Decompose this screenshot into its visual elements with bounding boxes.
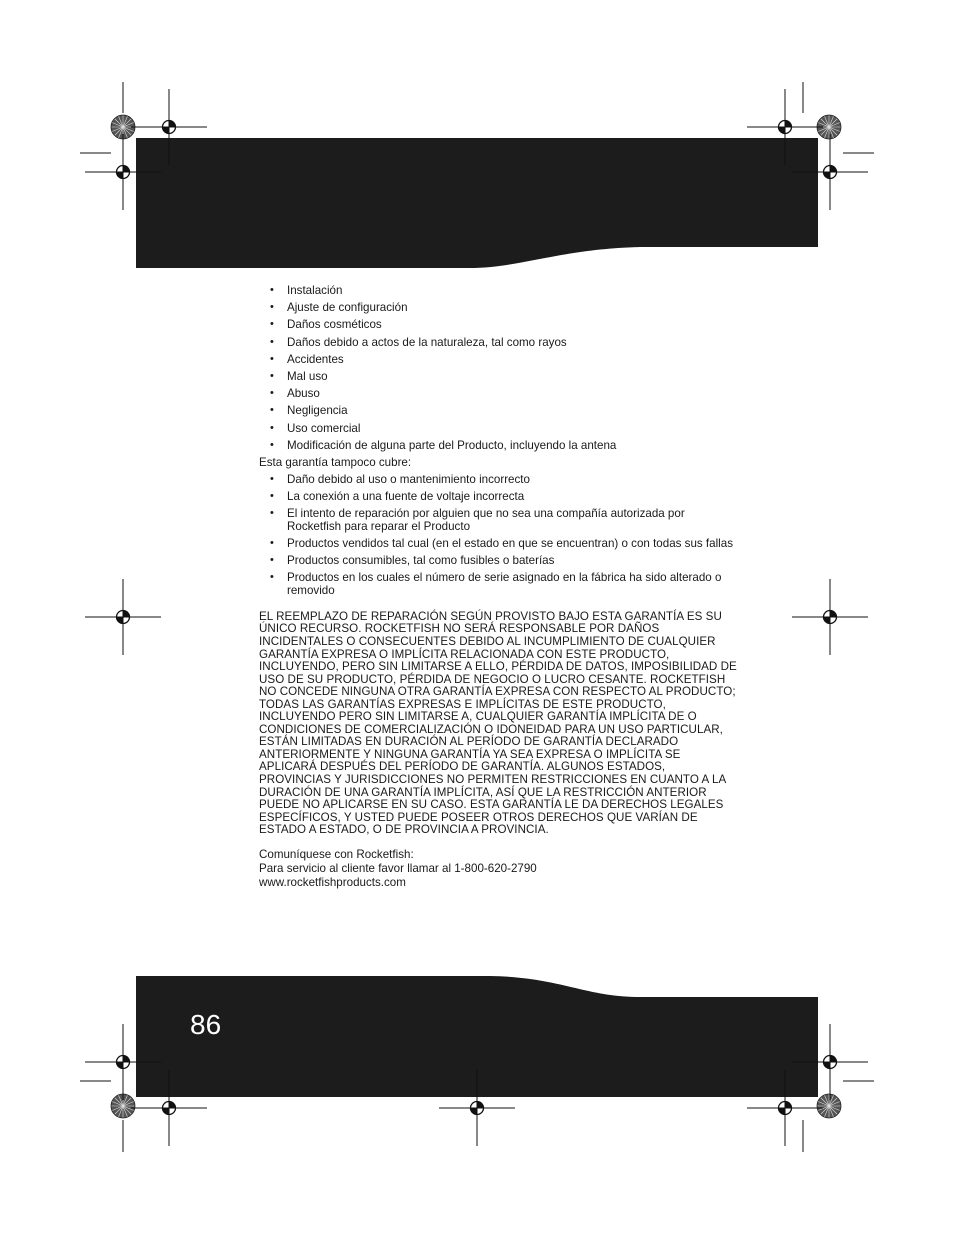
contact-info xyxy=(259,848,737,890)
list-item: • Daño debido al uso o mantenimiento incorrecto xyxy=(259,473,737,486)
color-bar-icon xyxy=(817,1094,841,1118)
contact-heading: Comuníquese con Rocketfish: xyxy=(259,848,414,862)
page-number: 86 xyxy=(190,1009,222,1040)
list-item: • El intento de reparación por alguien que no sea una compañía autorizada por Rocketfish para reparar el Producto xyxy=(259,507,737,533)
list-item: • Productos en los cuales el número de serie asignado en la fábrica ha sido alterado o removido xyxy=(259,571,737,597)
list-item: • Mal uso xyxy=(259,370,737,383)
list-item: • Abuso xyxy=(259,387,737,400)
list-item: • Daños cosméticos xyxy=(259,318,737,331)
list-item: • Ajuste de configuración xyxy=(259,301,737,314)
list-item: • Modificación de alguna parte del Producto, incluyendo la antena xyxy=(259,439,737,452)
contact-website: www.rocketfishproducts.com xyxy=(259,876,406,890)
list-item: • Accidentes xyxy=(259,353,737,366)
warranty-exclusions-content xyxy=(259,284,737,890)
list-item: • Productos vendidos tal cual (en el estado en que se encuentran) o con todas sus fallas xyxy=(259,537,737,550)
contact-phone: Para servicio al cliente favor llamar al 1-800-620-2790 xyxy=(259,862,537,876)
registration-mark-icon xyxy=(85,579,161,655)
exclusions-intro: Esta garantía tampoco cubre: xyxy=(259,455,412,469)
list-item: • Daños debido a actos de la naturaleza, tal como rayos xyxy=(259,336,737,349)
exclusions-list-secondary xyxy=(259,473,737,597)
list-item: • La conexión a una fuente de voltaje incorrecta xyxy=(259,490,737,503)
exclusions-list-primary xyxy=(259,284,737,452)
legal-disclaimer: EL REEMPLAZO DE REPARACIÓN SEGÚN PROVISTO BAJO ESTA GARANTÍA ES SU ÚNICO RECURSO. ROCKETFISH NO SERÁ RESPONSABLE POR DAÑOS INCIDENTALES O CONSECUENTES DEBIDO AL INCUMPLIMIENTO DE CUALQUIER GARANTÍA EXPRESA O IMPLÍCITA RELACIONADA CON ESTE PRODUCTO, INCLUYENDO, PERO SIN LIMITARSE A ELLO, PÉRDIDA DE DATOS, IMPOSIBILIDAD DE USO DE SU PRODUCTO, PÉRDIDA DE NEGOCIO O LUCRO CESANTE. ROCKETFISH NO CONCEDE NINGUNA OTRA GARANTÍA EXPRESA CON RESPECTO AL PRODUCTO; TODAS LAS GARANTÍAS EXPRESAS E IMPLÍCITAS DE ESTE PRODUCTO, INCLUYENDO PERO SIN LIMITARSE A, CUALQUIER GARANTÍA IMPLÍCITA DE O CONDICIONES DE COMERCIALIZACIÓN O IDONEIDAD PARA UN USO PARTICULAR, ESTÁN LIMITADAS EN DURACIÓN AL PERÍODO DE GARANTÍA DECLARADO ANTERIORMENTE Y NINGUNA GARANTÍA YA SEA EXPRESA O IMPLÍCITA SE APLICARÁ DESPUÉS DEL PERÍODO DE GARANTÍA. ALGUNOS ESTADOS, PROVINCIAS Y JURISDICCIONES NO PERMITEN RESTRICCIONES EN CUANTO A LA DURACIÓN DE UNA GARANTÍA IMPLÍCITA, ASÍ QUE LA RESTRICCIÓN ANTERIOR PUEDE NO APLICARSE EN SU CASO. ESTA GARANTÍA LE DA DERECHOS LEGALES ESPECÍFICOS, Y USTED PUEDE POSEER OTROS DERECHOS QUE VARÍAN DE ESTADO A ESTADO, O DE PROVINCIA A PROVINCIA. xyxy=(259,609,737,837)
registration-mark-icon xyxy=(792,579,868,655)
header-band xyxy=(136,138,818,268)
list-item: • Instalación xyxy=(259,284,737,297)
list-item: • Negligencia xyxy=(259,404,737,417)
list-item: • Uso comercial xyxy=(259,422,737,435)
list-item: • Productos consumibles, tal como fusibles o baterías xyxy=(259,554,737,567)
